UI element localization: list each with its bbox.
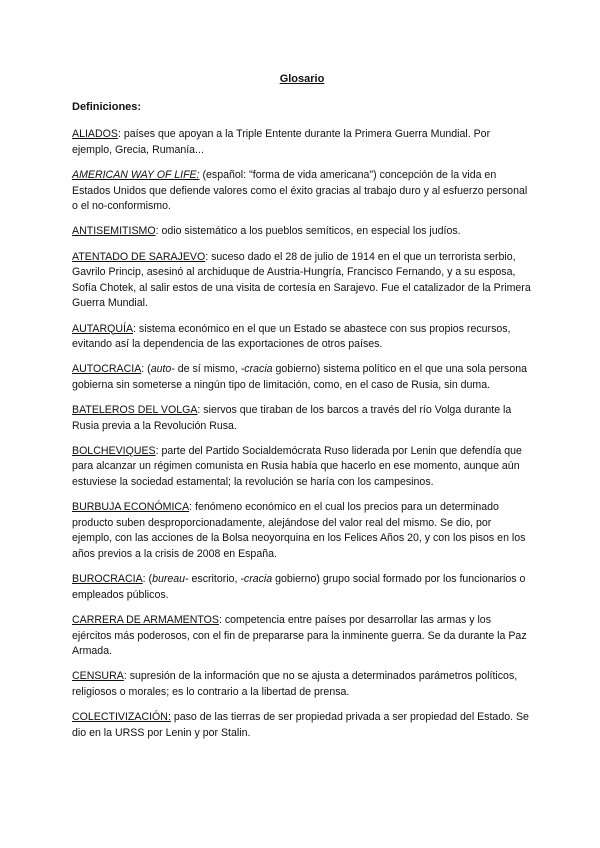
glossary-term: AUTARQUÍA — [72, 322, 134, 335]
glossary-definition-part: gobierno) grupo social formado por los funcionarios o empleados públicos. — [72, 573, 526, 601]
glossary-definition-part: : ( — [141, 363, 151, 376]
glossary-term: AMERICAN WAY OF LIFE: — [72, 168, 200, 181]
section-heading: Definiciones: — [72, 100, 142, 113]
glossary-term: BURBUJA ECONÓMICA — [72, 501, 190, 514]
glossary-definition: (español: "forma de vida americana") concepción de la vida en Estados Unidos que defiende valores como el éxito gracias al trabajo duro y al esfuerzo personal o el no-conformismo. — [72, 168, 528, 213]
glossary-definition-part: gobierno) sistema político en el que una sola persona gobierna sin someterse a ningún tipo de limitación, como, en el caso de Rusia, sin duma. — [72, 363, 527, 391]
glossary-definition-part: de sí mismo, — [174, 363, 241, 376]
etymology-root: -cracia — [240, 573, 273, 586]
glossary-entry-aliados — [72, 127, 532, 158]
glossary-definition: : competencia entre países por desarrollar las armas y los ejércitos más poderosos, con el fin de prepararse para la inminente guerra. Se da durante la Paz Armada. — [72, 613, 527, 658]
glossary-entry-burbuja-economica — [72, 500, 532, 562]
glossary-definition-part: escritorio, — [188, 573, 241, 586]
glossary-entry-antisemitismo — [72, 224, 532, 240]
glossary-entry-atentado-de-sarajevo — [72, 250, 532, 312]
glossary-entry-bolcheviques — [72, 444, 532, 491]
glossary-definition: : fenómeno económico en el cual los precios para un determinado producto suben desproporcionadamente, alejándose del valor real del mismo. Se dio, por ejemplo, con las acciones de la Bolsa neoyorquina en los Felices Años 20, y con los pisos en los años previos a la crisis de 2008 en España. — [72, 501, 526, 560]
glossary-term: BATELEROS DEL VOLGA — [72, 404, 198, 417]
etymology-root: -cracia — [240, 363, 273, 376]
glossary-page — [72, 72, 532, 751]
glossary-entry-burocracia — [72, 572, 532, 603]
glossary-term: COLECTIVIZACIÓN: — [72, 711, 171, 724]
glossary-entry-american-way-of-life — [72, 168, 532, 215]
glossary-entry-censura — [72, 669, 532, 700]
etymology-root: auto- — [150, 363, 175, 376]
etymology-root: bureau- — [152, 573, 189, 586]
glossary-definition: : parte del Partido Socialdemócrata Ruso liderada por Lenin que defendía que para alcanzar un régimen comunista en Rusia había que hacerlo en ese momento, aunque aún estuviese la sociedad estamental; la revolución se haría con los campesinos. — [72, 444, 522, 489]
glossary-definition: : siervos que tiraban de los barcos a través del río Volga durante la Rusia previa a la Revolución Rusa. — [72, 404, 512, 432]
glossary-definition: paso de las tierras de ser propiedad privada a ser propiedad del Estado. Se dio en la URSS por Lenin y por Stalin. — [72, 711, 529, 739]
glossary-term: BOLCHEVIQUES — [72, 444, 156, 457]
glossary-definition: : suceso dado el 28 de julio de 1914 en el que un terrorista serbio, Gavrilo Princip, asesinó al archiduque de Austria-Hungría, Francisco Fernando, y a su esposa, Sofía Chotek, al salir estos de una visita de cortesía en Sarajevo. Fue el catalizador de la Primera Guerra Mundial. — [72, 250, 531, 310]
page-title: Glosario — [279, 73, 325, 85]
glossary-entry-autocracia — [72, 362, 532, 393]
glossary-definition-part: : ( — [142, 573, 153, 586]
glossary-term: CENSURA — [72, 670, 124, 683]
glossary-entry-autarquia — [72, 322, 532, 353]
glossary-definition: : supresión de la información que no se ajusta a determinados parámetros políticos, religiosos o morales; es lo contrario a la libertad de prensa. — [72, 670, 518, 698]
glossary-term: CARRERA DE ARMAMENTOS — [72, 613, 219, 626]
glossary-term: ATENTADO DE SARAJEVO — [72, 250, 206, 263]
glossary-term: AUTOCRACIA — [72, 363, 142, 376]
glossary-term: ALIADOS — [72, 128, 118, 141]
glossary-term: ANTISEMITISMO — [72, 225, 156, 238]
glossary-term: BUROCRACIA — [72, 573, 143, 586]
glossary-entry-carrera-de-armamentos — [72, 613, 532, 660]
glossary-definition: : odio sistemático a los pueblos semíticos, en especial los judíos. — [155, 225, 461, 238]
glossary-entry-bateleros-del-volga — [72, 403, 532, 434]
glossary-definition: : países que apoyan a la Triple Entente durante la Primera Guerra Mundial. Por ejemplo, Grecia, Rumanía... — [72, 128, 491, 156]
glossary-entry-colectivizacion — [72, 710, 532, 741]
glossary-definition: : sistema económico en el que un Estado se abastece con sus propios recursos, evitando así la dependencia de las exportaciones de otros países. — [72, 322, 511, 351]
